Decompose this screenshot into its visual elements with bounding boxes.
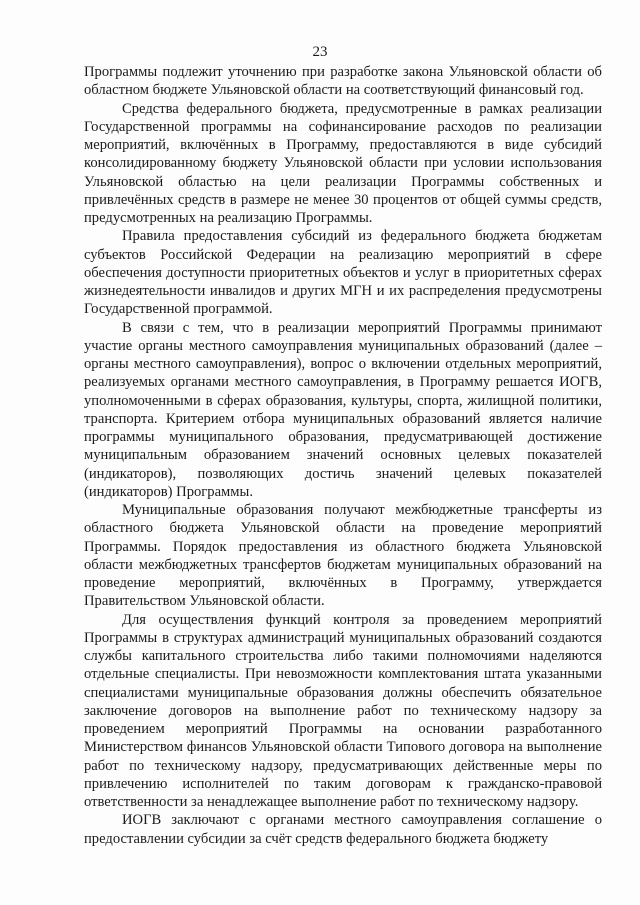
paragraph-continuation: Программы подлежит уточнению при разработке закона Ульяновской области об областном бюджете Ульяновской области на соответствующий финансовый год.: [84, 64, 602, 99]
body-text: [84, 63, 602, 848]
paragraph-local-government: В связи с тем, что в реализации мероприятий Программы принимают участие органы местного самоуправления муниципальных образований (далее – органы местного самоуправления), вопрос о включении отдельных мероприятий, реализуемых органами местного самоуправления, в Программу решается ИОГВ, уполномоченными в сферах образования, культуры, спорта, жилищной политики, транспорта. Критерием отбора муниципальных образований является наличие программы муниципального образования, предусматривающей достижение муниципальным образованием значений основных целевых показателей (индикаторов), позволяющих достичь значений целевых показателей (индикаторов) Программы.: [84, 319, 602, 500]
paragraph-federal-funds: Средства федерального бюджета, предусмотренные в рамках реализации Государственной программы на софинансирование расходов по реализации мероприятий, включённых в Программу, предоставляются в виде субсидий консолидированному бюджету Ульяновской области при условии использования Ульяновской областью на цели реализации Программы собственных и привлечённых средств в размере не менее 30 процентов от общей суммы средств, предусмотренных на реализацию Программы.: [84, 100, 602, 226]
paragraph-subsidy-rules: Правила предоставления субсидий из федерального бюджета бюджетам субъектов Российской Федерации на реализацию мероприятий в сфере обеспечения доступности приоритетных объектов и услуг в приоритетных сферах жизнедеятельности инвалидов и других МГН и их распределения предусмотрены Государственной программой.: [84, 228, 602, 318]
page-number: 23: [312, 44, 328, 60]
paragraph-agreements: ИОГВ заключают с органами местного самоуправления соглашение о предоставлении субсидии за счёт средств федерального бюджета бюджету: [84, 812, 602, 847]
paragraph-control-functions: Для осуществления функций контроля за проведением мероприятий Программы в структурах администраций муниципальных образований создаются службы капитального строительства либо такими полномочиями наделяются отдельные специалисты. При невозможности комплектования штата указанными специалистами муниципальные образования должны обеспечить обязательное заключение договоров на выполнение работ по техническому надзору за проведением мероприятий Программы на основании разработанного Министерством финансов Ульяновской области Типового договора на выполнение работ по техническому надзору, предусматривающих действенные меры по привлечению исполнителей по таким договорам к гражданско-правовой ответственности за ненадлежащее выполнение работ по техническому надзору.: [84, 611, 602, 810]
paragraph-interbudget-transfers: Муниципальные образования получают межбюджетные трансферты из областного бюджета Ульяновской области на проведение мероприятий Программы. Порядок предоставления из областного бюджета Ульяновской области межбюджетных трансфертов бюджетам муниципальных образований на проведение мероприятий, включённых в Программу, утверждается Правительством Ульяновской области.: [84, 502, 602, 610]
